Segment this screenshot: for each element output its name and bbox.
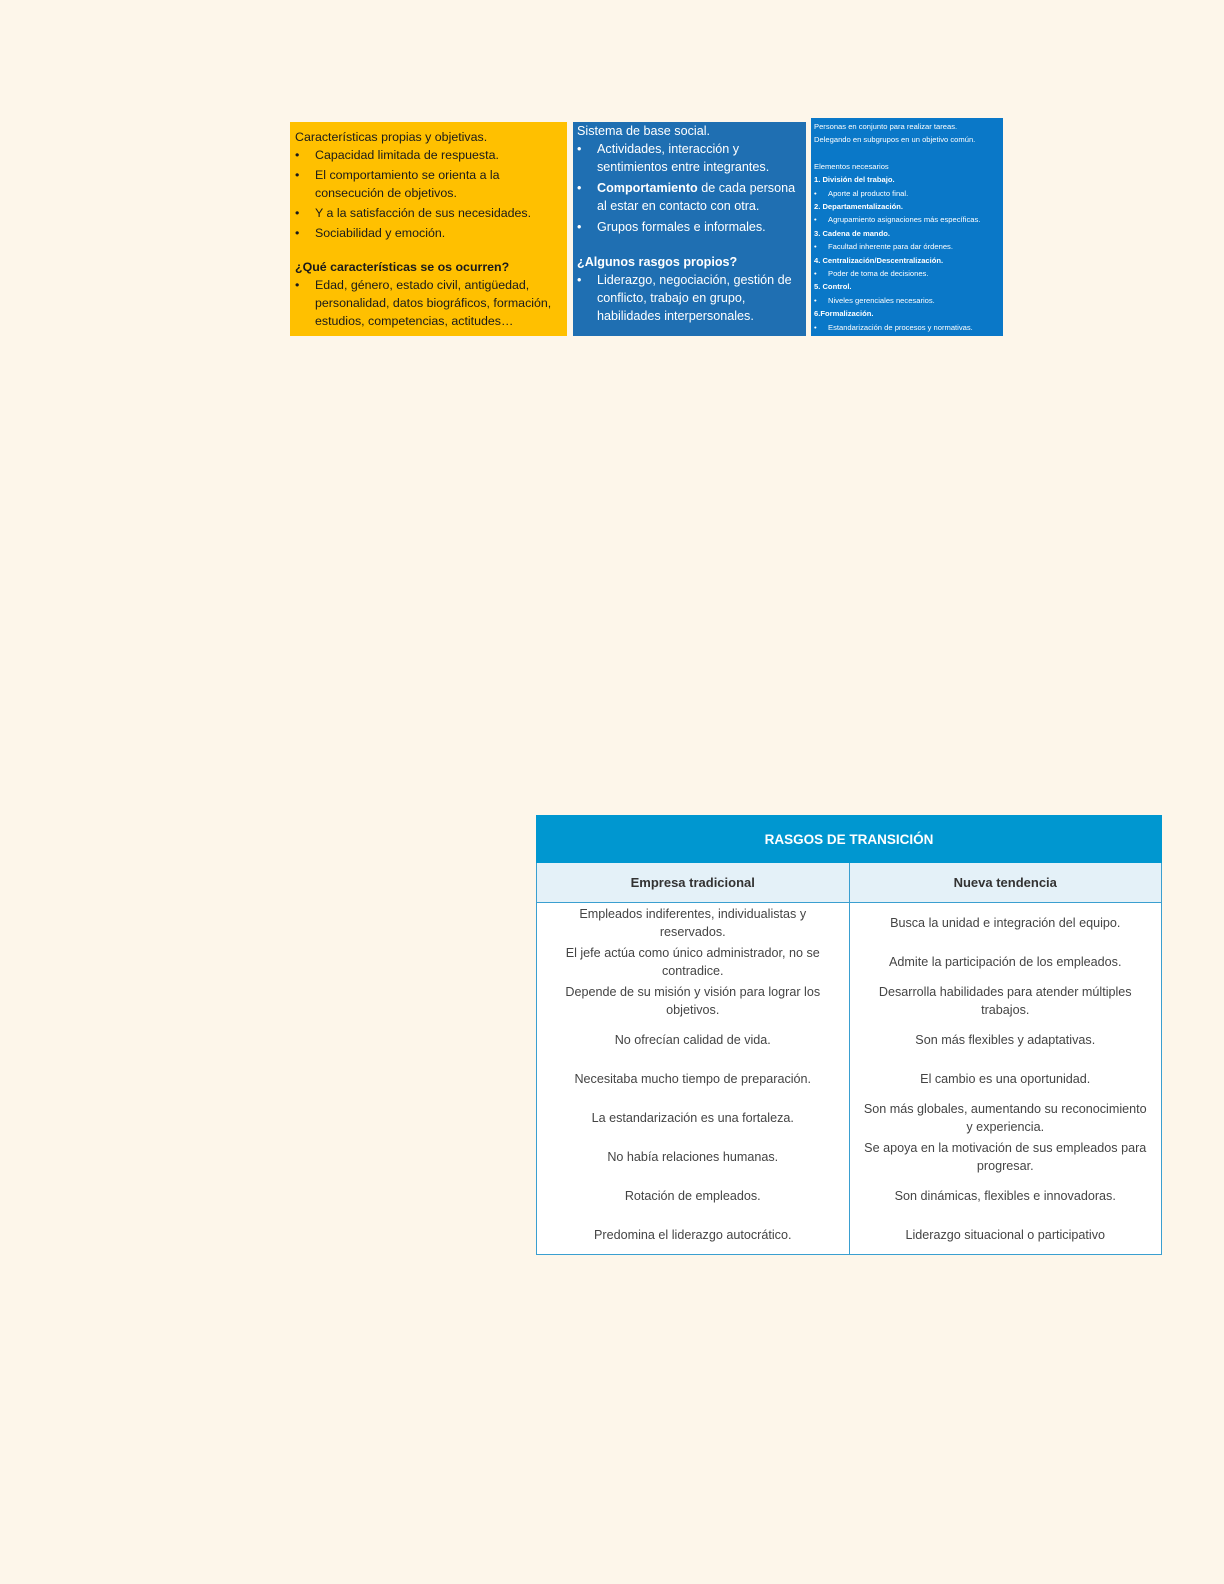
table-cell: Necesitaba mucho tiempo de preparación.: [537, 1059, 850, 1098]
table-cell: Son más globales, aumentando su reconocimiento y experiencia.: [849, 1098, 1162, 1137]
table-cell: Liderazgo situacional o participativo: [849, 1215, 1162, 1255]
element-title: 3. Cadena de mando.: [814, 228, 890, 238]
list-item: • Actividades, interacción y sentimientos entre integrantes.: [577, 140, 802, 176]
item-rest: de cada persona al estar en contacto con otra.: [597, 181, 796, 213]
element-detail: • Facultad inherente para dar órdenes.: [814, 240, 1002, 253]
traits-list: [295, 146, 563, 242]
transition-table: [536, 815, 1162, 1255]
element-title: 2. Departamentalización.: [814, 202, 904, 212]
element-title: 1. División del trabajo.: [814, 175, 895, 185]
table-row: [537, 942, 1162, 981]
panel-line: Personas en conjunto para realizar tareas.: [814, 122, 958, 131]
table-row: [537, 1020, 1162, 1059]
table-cell: Admite la participación de los empleados.: [849, 942, 1162, 981]
column-header-new-trend: Nueva tendencia: [849, 863, 1162, 903]
panel-question: ¿Qué características se os ocurren?: [295, 260, 510, 274]
panel-title: Características propias y objetivas.: [295, 130, 488, 144]
list-item: • Liderazgo, negociación, gestión de conflicto, trabajo en grupo, habilidades interpersonales.: [577, 271, 802, 325]
list-item: • Sociabilidad y emoción.: [295, 224, 563, 242]
answer-list: [577, 271, 802, 325]
table-cell: Se apoya en la motivación de sus empleados para progresar.: [849, 1137, 1162, 1176]
panel-question: ¿Algunos rasgos propios?: [577, 255, 738, 269]
table-cell: La estandarización es una fortaleza.: [537, 1098, 850, 1137]
table-cell: Son más flexibles y adaptativas.: [849, 1020, 1162, 1059]
table-cell: No había relaciones humanas.: [537, 1137, 850, 1176]
list-item: • Y a la satisfacción de sus necesidades.: [295, 204, 563, 222]
panel-title: Sistema de base social.: [577, 124, 711, 138]
traits-list: [577, 140, 802, 236]
element-detail: • Estandarización de procesos y normativas.: [814, 321, 1002, 334]
table-row: [537, 1176, 1162, 1215]
table-row: [537, 903, 1162, 943]
element-title: 4. Centralización/Descentralización.: [814, 255, 944, 265]
panel-line: Delegando en subgrupos en un objetivo común.: [814, 135, 976, 145]
table-cell: Son dinámicas, flexibles e innovadoras.: [849, 1176, 1162, 1215]
element-detail: • Poder de toma de decisiones.: [814, 267, 1002, 280]
panel-individual-traits: [290, 122, 567, 336]
table-cell: El jefe actúa como único administrador, no se contradice.: [537, 942, 850, 981]
table-cell: Empleados indiferentes, individualistas y reservados.: [537, 903, 850, 943]
table-cell: Busca la unidad e integración del equipo.: [849, 903, 1162, 943]
table-cell: Predomina el liderazgo autocrático.: [537, 1215, 850, 1255]
table-cell: El cambio es una oportunidad.: [849, 1059, 1162, 1098]
table-cell: No ofrecían calidad de vida.: [537, 1020, 850, 1059]
answer-list: [295, 276, 563, 330]
table-title: RASGOS DE TRANSICIÓN: [537, 816, 1162, 863]
list-item: • Edad, género, estado civil, antigüedad, personalidad, datos biográficos, formación, estudios, competencias, actitudes…: [295, 276, 563, 330]
list-item: • Capacidad limitada de respuesta.: [295, 146, 563, 164]
table-cell: Rotación de empleados.: [537, 1176, 850, 1215]
elements-heading: Elementos necesarios: [814, 161, 889, 171]
list-item: [577, 179, 802, 215]
element-detail: • Agrupamiento asignaciones más específicas.: [814, 213, 1002, 226]
table-row: [537, 1059, 1162, 1098]
list-item: • Grupos formales e informales.: [577, 218, 802, 236]
bold-term: Comportamiento: [597, 181, 698, 195]
table-row: [537, 1098, 1162, 1137]
element-title: 6.Formalización.: [814, 309, 874, 319]
table-row: [537, 981, 1162, 1020]
list-item: • El comportamiento se orienta a la consecución de objetivos.: [295, 166, 563, 202]
element-title: 5. Control.: [814, 282, 852, 292]
table-row: [537, 1215, 1162, 1255]
element-detail: • Niveles gerenciales necesarios.: [814, 294, 1002, 307]
element-detail: • Aporte al producto final.: [814, 187, 1002, 200]
table-row: [537, 1137, 1162, 1176]
table-cell: Desarrolla habilidades para atender múltiples trabajos.: [849, 981, 1162, 1020]
column-header-traditional: Empresa tradicional: [537, 863, 850, 903]
panel-organization-elements: [811, 118, 1003, 336]
table-cell: Depende de su misión y visión para lograr los objetivos.: [537, 981, 850, 1020]
panel-group-traits: [573, 122, 806, 336]
